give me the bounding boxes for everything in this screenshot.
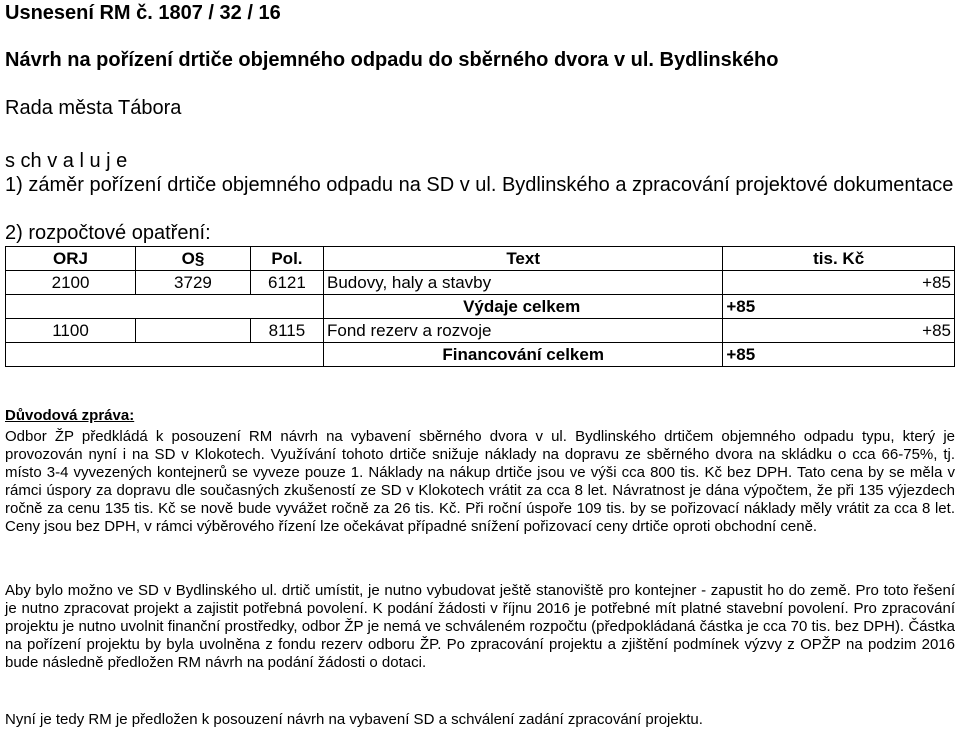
- resolution-title: Usnesení RM č. 1807 / 32 / 16: [5, 2, 281, 24]
- item-2: 2) rozpočtové opatření:: [5, 222, 211, 244]
- table-header-row: [6, 247, 955, 271]
- header-text: Text: [324, 247, 723, 271]
- cell-text: Budovy, haly a stavby: [324, 271, 723, 295]
- header-orj: ORJ: [6, 247, 136, 271]
- subtotal-label: Výdaje celkem: [463, 297, 581, 316]
- council-name: Rada města Tábora: [5, 97, 182, 119]
- budget-table: [5, 246, 955, 367]
- subtotal-row: [6, 295, 955, 319]
- table-row: [6, 271, 955, 295]
- cell-os: 3729: [136, 271, 251, 295]
- resolution-subject: Návrh na pořízení drtiče objemného odpadu do sběrného dvora v ul. Bydlinského: [5, 49, 779, 71]
- reasoning-heading: Důvodová zpráva:: [5, 407, 135, 424]
- cell-pol: 8115: [250, 319, 323, 343]
- header-pol: Pol.: [250, 247, 323, 271]
- cell-text: Fond rezerv a rozvoje: [324, 319, 723, 343]
- approves-label: s ch v a l u j e: [5, 150, 128, 172]
- reasoning-paragraph-3: Nyní je tedy RM je předložen k posouzení návrh na vybavení SD a schválení zadání zpracování projektu.: [5, 711, 703, 728]
- reasoning-paragraph-1: Odbor ŽP předkládá k posouzení RM návrh na vybavení sběrného dvora v ul. Bydlinského drtičem objemného odpadu typu, který je provozován nyní i na SD v Klokotech. Využívání tohoto drtiče snižuje náklady na dopravu ze sběrného dvora na skládku o cca 66-75%, tj. místo 3-4 vyvezených kontejnerů se vyveze pouze 1. Náklady na nákup drtiče jsou ve výši cca 800 tis. Kč bez DPH. Tato cena by se měla v rámci úspory za dopravu dle současných zkušeností ze SD v Klokotech vrátit za cca 8 let. Návratnost je dána výpočtem, že při 135 výjezdech ročně za cenu 135 tis. Kč se nově bude vyvážet ročně za 26 tis. Kč. Při roční úspoře 109 tis. by se pořizovací náklady měly vrátit za cca 8 let. Ceny jsou bez DPH, v rámci výběrového řízení lze očekávat případné snížení pořizovací ceny drtiče oproti obchodní ceně.: [5, 428, 955, 535]
- cell-pol: 6121: [250, 271, 323, 295]
- subtotal-amount: +85: [726, 297, 756, 316]
- table-row: [6, 319, 955, 343]
- cell-orj: 2100: [6, 271, 136, 295]
- reasoning-paragraph-2: Aby bylo možno ve SD v Bydlinského ul. drtič umístit, je nutno vybudovat ještě stanoviště pro kontejner - zapustit ho do země. Pro toto řešení je nutno zpracovat projekt a zajistit potřebná povolení. K podání žádosti v říjnu 2016 je potřebné mít platné stavební povolení. Pro zpracování projektu je nutno uvolnit finanční prostředky, odbor ŽP je nemá ve schváleném rozpočtu (předpokládaná částka je cca 70 tis. bez DPH). Částka na pořízení projektu by byla uvolněna z fondu rezerv odboru ŽP. Po zpracování projektu a zjištění podmínek výzvy z OPŽP na podzim 2016 bude následně předložen RM návrh na podání žádosti o dotaci.: [5, 582, 955, 671]
- header-amount: tis. Kč: [723, 247, 955, 271]
- cell-os: [136, 319, 251, 343]
- subtotal-row: [6, 343, 955, 367]
- cell-amount: +85: [723, 271, 955, 295]
- item-1: 1) záměr pořízení drtiče objemného odpadu na SD v ul. Bydlinského a zpracování projektové dokumentace: [5, 174, 954, 196]
- cell-orj: 1100: [6, 319, 136, 343]
- subtotal-label: Financování celkem: [442, 345, 604, 364]
- cell-amount: +85: [723, 319, 955, 343]
- subtotal-amount: +85: [726, 345, 756, 364]
- header-os: O§: [136, 247, 251, 271]
